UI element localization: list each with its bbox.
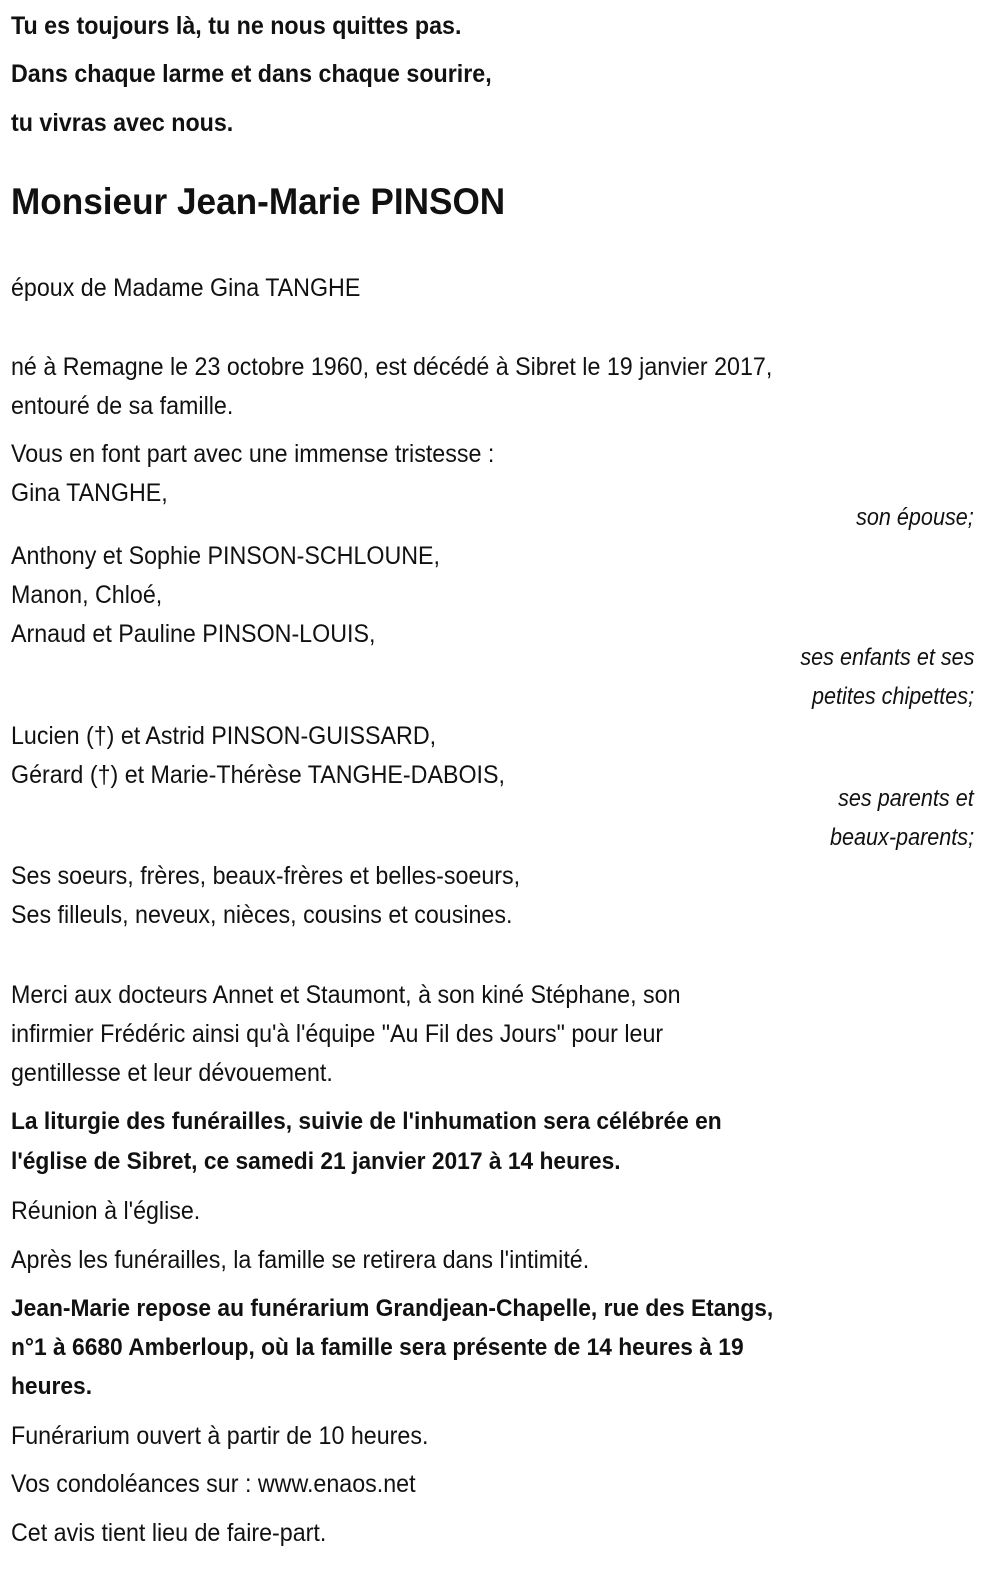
family-others: Ses filleuls, neveux, nièces, cousins et cousines.	[11, 901, 513, 929]
thanks-line: gentillesse et leur dévouement.	[11, 1059, 333, 1087]
opening-hours-line: Funérarium ouvert à partir de 10 heures.	[11, 1422, 429, 1450]
family-relation: son épouse;	[856, 504, 974, 531]
birth-death-line: né à Remagne le 23 octobre 1960, est décédé à Sibret le 19 janvier 2017,	[11, 353, 773, 381]
family-name: Manon, Chloé,	[11, 581, 163, 609]
epitaph-line: Dans chaque larme et dans chaque sourire,	[11, 60, 492, 88]
family-relation: ses enfants et ses	[799, 644, 974, 671]
condolences-line: Vos condoléances sur : www.enaos.net	[11, 1470, 416, 1498]
family-name: Anthony et Sophie PINSON-SCHLOUNE,	[11, 542, 441, 570]
funerarium-line: heures.	[11, 1373, 93, 1400]
thanks-line: Merci aux docteurs Annet et Staumont, à son kiné Stéphane, son	[11, 981, 681, 1009]
family-name: Gina TANGHE,	[11, 479, 168, 507]
funerarium-line: n°1 à 6680 Amberloup, où la famille sera présente de 14 heures à 19	[11, 1334, 744, 1361]
family-others: Ses soeurs, frères, beaux-frères et belles-soeurs,	[11, 862, 521, 890]
birth-death-line: entouré de sa famille.	[11, 392, 234, 420]
family-relation: petites chipettes;	[811, 683, 974, 710]
ceremony-line: La liturgie des funérailles, suivie de l'inhumation sera célébrée en	[11, 1108, 722, 1135]
epitaph-line: Tu es toujours là, tu ne nous quittes pas.	[11, 12, 462, 40]
meeting-line: Réunion à l'église.	[11, 1197, 201, 1225]
family-relation: beaux-parents;	[829, 824, 974, 851]
epitaph-line: tu vivras avec nous.	[11, 109, 234, 137]
family-name: Lucien (†) et Astrid PINSON-GUISSARD,	[11, 722, 437, 750]
thanks-line: infirmier Frédéric ainsi qu'à l'équipe "Au Fil des Jours" pour leur	[11, 1020, 664, 1048]
announcement-intro: Vous en font part avec une immense tristesse :	[11, 440, 495, 468]
funerarium-line: Jean-Marie repose au funérarium Grandjean-Chapelle, rue des Etangs,	[11, 1295, 774, 1322]
family-relation: ses parents et	[838, 785, 974, 812]
family-name: Gérard (†) et Marie-Thérèse TANGHE-DABOIS,	[11, 761, 505, 789]
after-line: Après les funérailles, la famille se retirera dans l'intimité.	[11, 1246, 590, 1274]
deceased-name-title: Monsieur Jean-Marie PINSON	[11, 181, 506, 222]
notice-line: Cet avis tient lieu de faire-part.	[11, 1519, 327, 1547]
ceremony-line: l'église de Sibret, ce samedi 21 janvier 2017 à 14 heures.	[11, 1148, 621, 1175]
family-name: Arnaud et Pauline PINSON-LOUIS,	[11, 620, 376, 648]
spouse-line: époux de Madame Gina TANGHE	[11, 274, 361, 302]
